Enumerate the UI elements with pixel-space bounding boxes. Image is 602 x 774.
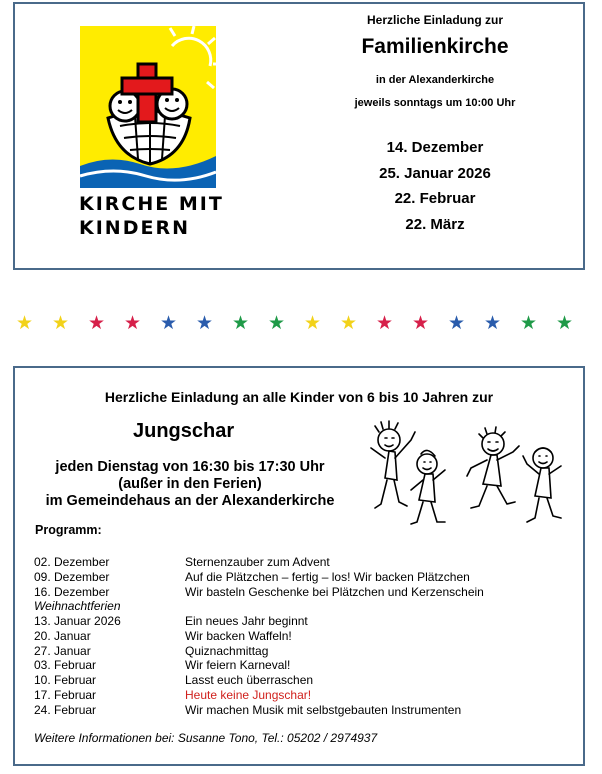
program-row <box>34 673 574 688</box>
star-icon: ★ <box>520 313 538 334</box>
program-date: 17. Februar <box>34 688 97 702</box>
familienkirche-location: in der Alexanderkirche <box>375 74 495 86</box>
program-row <box>34 629 574 644</box>
program-row <box>34 555 574 570</box>
jungschar-title: Jungschar <box>133 420 235 442</box>
program-event: Sternenzauber zum Advent <box>185 555 330 569</box>
star-icon: ★ <box>484 313 502 334</box>
star-icon: ★ <box>88 313 106 334</box>
familienkirche-invitation: Herzliche Einladung zur <box>366 13 504 27</box>
program-row <box>34 658 574 673</box>
program-row <box>34 688 574 703</box>
program-event: Wir basteln Geschenke bei Plätzchen und Kerzenschein <box>185 585 484 599</box>
kid-figure-3 <box>467 427 519 508</box>
dancing-kids-illustration <box>367 418 565 530</box>
jungschar-card <box>13 366 585 766</box>
program-date: 13. Januar 2026 <box>34 614 121 628</box>
program-row <box>34 644 574 659</box>
program-date: 24. Februar <box>34 703 97 717</box>
program-event: Lasst euch überraschen <box>185 673 314 687</box>
program-event: Ein neues Jahr beginnt <box>185 614 308 628</box>
star-icon: ★ <box>196 313 214 334</box>
jungschar-schedule-line: jeden Dienstag von 16:30 bis 17:30 Uhr <box>55 459 325 475</box>
star-icon: ★ <box>160 313 178 334</box>
contact-info: Weitere Informationen bei: Susanne Tono, Tel.: 05202 / 2974937 <box>34 731 378 745</box>
familienkirche-card <box>13 2 585 270</box>
program-date: 09. Dezember <box>34 570 110 584</box>
familienkirche-date: 25. Januar 2026 <box>379 165 491 182</box>
program-event: Wir feiern Karneval! <box>185 658 291 672</box>
logo-sun <box>170 42 206 78</box>
program-date: 10. Februar <box>34 673 97 687</box>
star-icon: ★ <box>304 313 322 334</box>
kid-figure-4 <box>523 448 561 522</box>
star-icon: ★ <box>268 313 286 334</box>
star-icon: ★ <box>556 313 574 334</box>
program-date: 03. Februar <box>34 658 97 672</box>
kirche-mit-kindern-logo <box>80 26 216 188</box>
familienkirche-date: 14. Dezember <box>386 139 484 156</box>
program-row <box>34 703 574 718</box>
familienkirche-title: Familienkirche <box>361 35 509 58</box>
star-icon: ★ <box>412 313 430 334</box>
program-date: 16. Dezember <box>34 585 110 599</box>
star-icon: ★ <box>52 313 70 334</box>
program-date: 20. Januar <box>34 629 91 643</box>
program-row <box>34 585 574 600</box>
program-row <box>34 614 574 629</box>
kid-figure-2 <box>411 450 445 524</box>
familienkirche-date: 22. März <box>405 216 465 233</box>
familienkirche-time: jeweils sonntags um 10:00 Uhr <box>354 97 516 109</box>
kid-figure-1 <box>371 421 415 508</box>
star-icon: ★ <box>124 313 142 334</box>
jungschar-schedule-line: im Gemeindehaus an der Alexanderkirche <box>45 493 335 509</box>
star-icon: ★ <box>376 313 394 334</box>
familienkirche-date: 22. Februar <box>394 190 476 207</box>
program-event: Auf die Plätzchen – fertig – los! Wir backen Plätzchen <box>185 570 470 584</box>
logo-text-line1: KIRCHE MIT <box>79 193 224 215</box>
jungschar-schedule-line: (außer in den Ferien) <box>118 476 262 492</box>
star-icon: ★ <box>232 313 250 334</box>
program-event-cancelled: Heute keine Jungschar! <box>185 688 312 702</box>
star-icon: ★ <box>16 313 34 334</box>
program-date: 27. Januar <box>34 644 91 658</box>
program-label: Programm: <box>35 523 102 537</box>
star-divider <box>16 314 576 334</box>
logo-text-line2: KINDERN <box>79 217 190 239</box>
star-icon: ★ <box>448 313 466 334</box>
program-event: Wir backen Waffeln! <box>185 629 292 643</box>
logo-text <box>79 192 229 240</box>
program-event: Wir machen Musik mit selbstgebauten Instrumenten <box>185 703 462 717</box>
star-icon: ★ <box>340 313 358 334</box>
program-date: 02. Dezember <box>34 555 110 569</box>
holiday-note: Weihnachtferien <box>34 599 121 613</box>
program-row <box>34 570 574 585</box>
jungschar-invitation: Herzliche Einladung an alle Kinder von 6 bis 10 Jahren zur <box>104 389 494 405</box>
program-event: Quiznachmittag <box>185 644 269 658</box>
